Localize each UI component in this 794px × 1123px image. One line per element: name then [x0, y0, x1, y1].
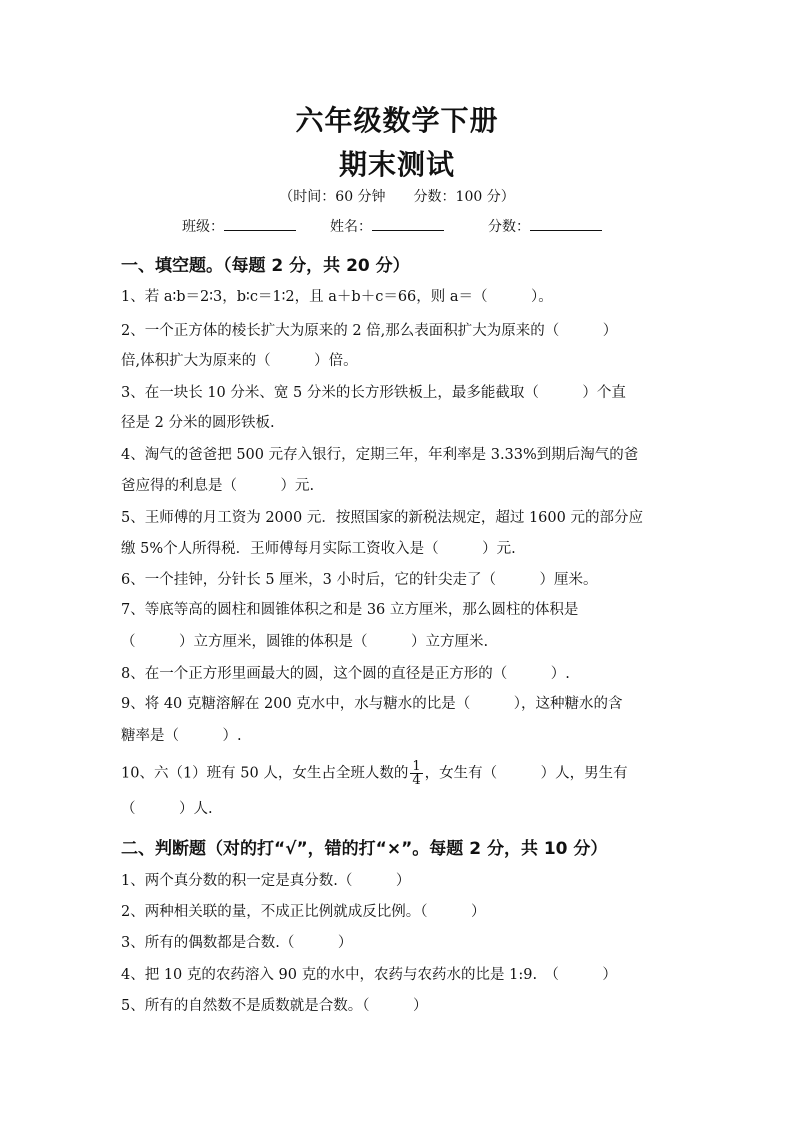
q10-text-before: 10、六（1）班有 50 人，女生占全班人数的: [121, 765, 409, 782]
score-field: [488, 216, 602, 236]
name-label: 姓名：: [330, 219, 372, 235]
exam-title: 六年级数学下册: [295, 104, 499, 137]
question-10-line: [121, 760, 628, 787]
question-line: 爸应得的利息是（ ）元.: [121, 478, 315, 494]
question-line: 4、淘气的爸爸把 500 元存入银行，定期三年，年利率是 3.33%到期后淘气的爸: [121, 447, 639, 463]
judgement-line: 5、所有的自然数不是质数就是合数。（ ）: [121, 998, 428, 1014]
exam-time-score: （时间：60 分钟 分数：100 分）: [279, 189, 515, 205]
score-blank[interactable]: [530, 216, 602, 231]
question-line: （ ）立方厘米，圆锥的体积是（ ）立方厘米.: [121, 634, 489, 650]
question-line: 径是 2 分米的圆形铁板.: [121, 415, 275, 431]
judgement-line: 2、两种相关联的量，不成正比例就成反比例。（ ）: [121, 904, 486, 920]
q10-text-after: ，女生有（ ）人，男生有: [424, 765, 628, 782]
name-blank[interactable]: [372, 216, 444, 231]
question-line: 3、在一块长 10 分米、宽 5 分米的长方形铁板上，最多能截取（ ）个直: [121, 385, 626, 401]
judgement-line: 3、所有的偶数都是合数.（ ）: [121, 935, 353, 951]
question-line: 8、在一个正方形里画最大的圆，这个圆的直径是正方形的（ ）.: [121, 666, 570, 682]
question-line: 缴 5%个人所得税．王师傅每月实际工资收入是（ ）元.: [121, 541, 516, 557]
question-line: 1、若 a∶b＝2∶3，b∶c＝1∶2，且 a＋b＋c＝66，则 a＝（ ）。: [121, 289, 553, 305]
question-line: 糖率是（ ）.: [121, 728, 242, 744]
question-line: 5、王师傅的月工资为 2000 元．按照国家的新税法规定，超过 1600 元的部分应: [121, 510, 643, 526]
question-line: 倍,体积扩大为原来的（ ）倍。: [121, 353, 358, 369]
fraction-numerator: 1: [412, 759, 421, 774]
judgement-line: 4、把 10 克的农药溶入 90 克的水中，农药与农药水的比是 1:9. （ ）: [121, 967, 617, 983]
class-field: [182, 216, 296, 236]
question-line: 9、将 40 克糖溶解在 200 克水中，水与糖水的比是（ ），这种糖水的含: [121, 696, 623, 712]
class-label: 班级：: [182, 219, 224, 235]
judgement-line: 1、两个真分数的积一定是真分数.（ ）: [121, 873, 411, 889]
section-2-heading: 二、判断题（对的打“√”，错的打“×”。每题 2 分，共 10 分）: [121, 839, 608, 859]
name-field: [330, 216, 444, 236]
fraction-one-quarter: [410, 760, 422, 787]
question-line: 2、一个正方体的棱长扩大为原来的 2 倍,那么表面积扩大为原来的（ ）: [121, 323, 618, 339]
question-line: 6、一个挂钟，分针长 5 厘米，3 小时后，它的针尖走了（ ）厘米。: [121, 572, 598, 588]
exam-subtitle: 期末测试: [338, 148, 455, 181]
score-label: 分数：: [488, 219, 530, 235]
class-blank[interactable]: [224, 216, 296, 231]
question-line: 7、等底等高的圆柱和圆锥体积之和是 36 立方厘米，那么圆柱的体积是: [121, 602, 579, 618]
fraction-denominator: 4: [412, 773, 421, 788]
question-line: （ ）人.: [121, 801, 213, 817]
section-1-heading: 一、填空题。（每题 2 分，共 20 分）: [121, 256, 410, 276]
